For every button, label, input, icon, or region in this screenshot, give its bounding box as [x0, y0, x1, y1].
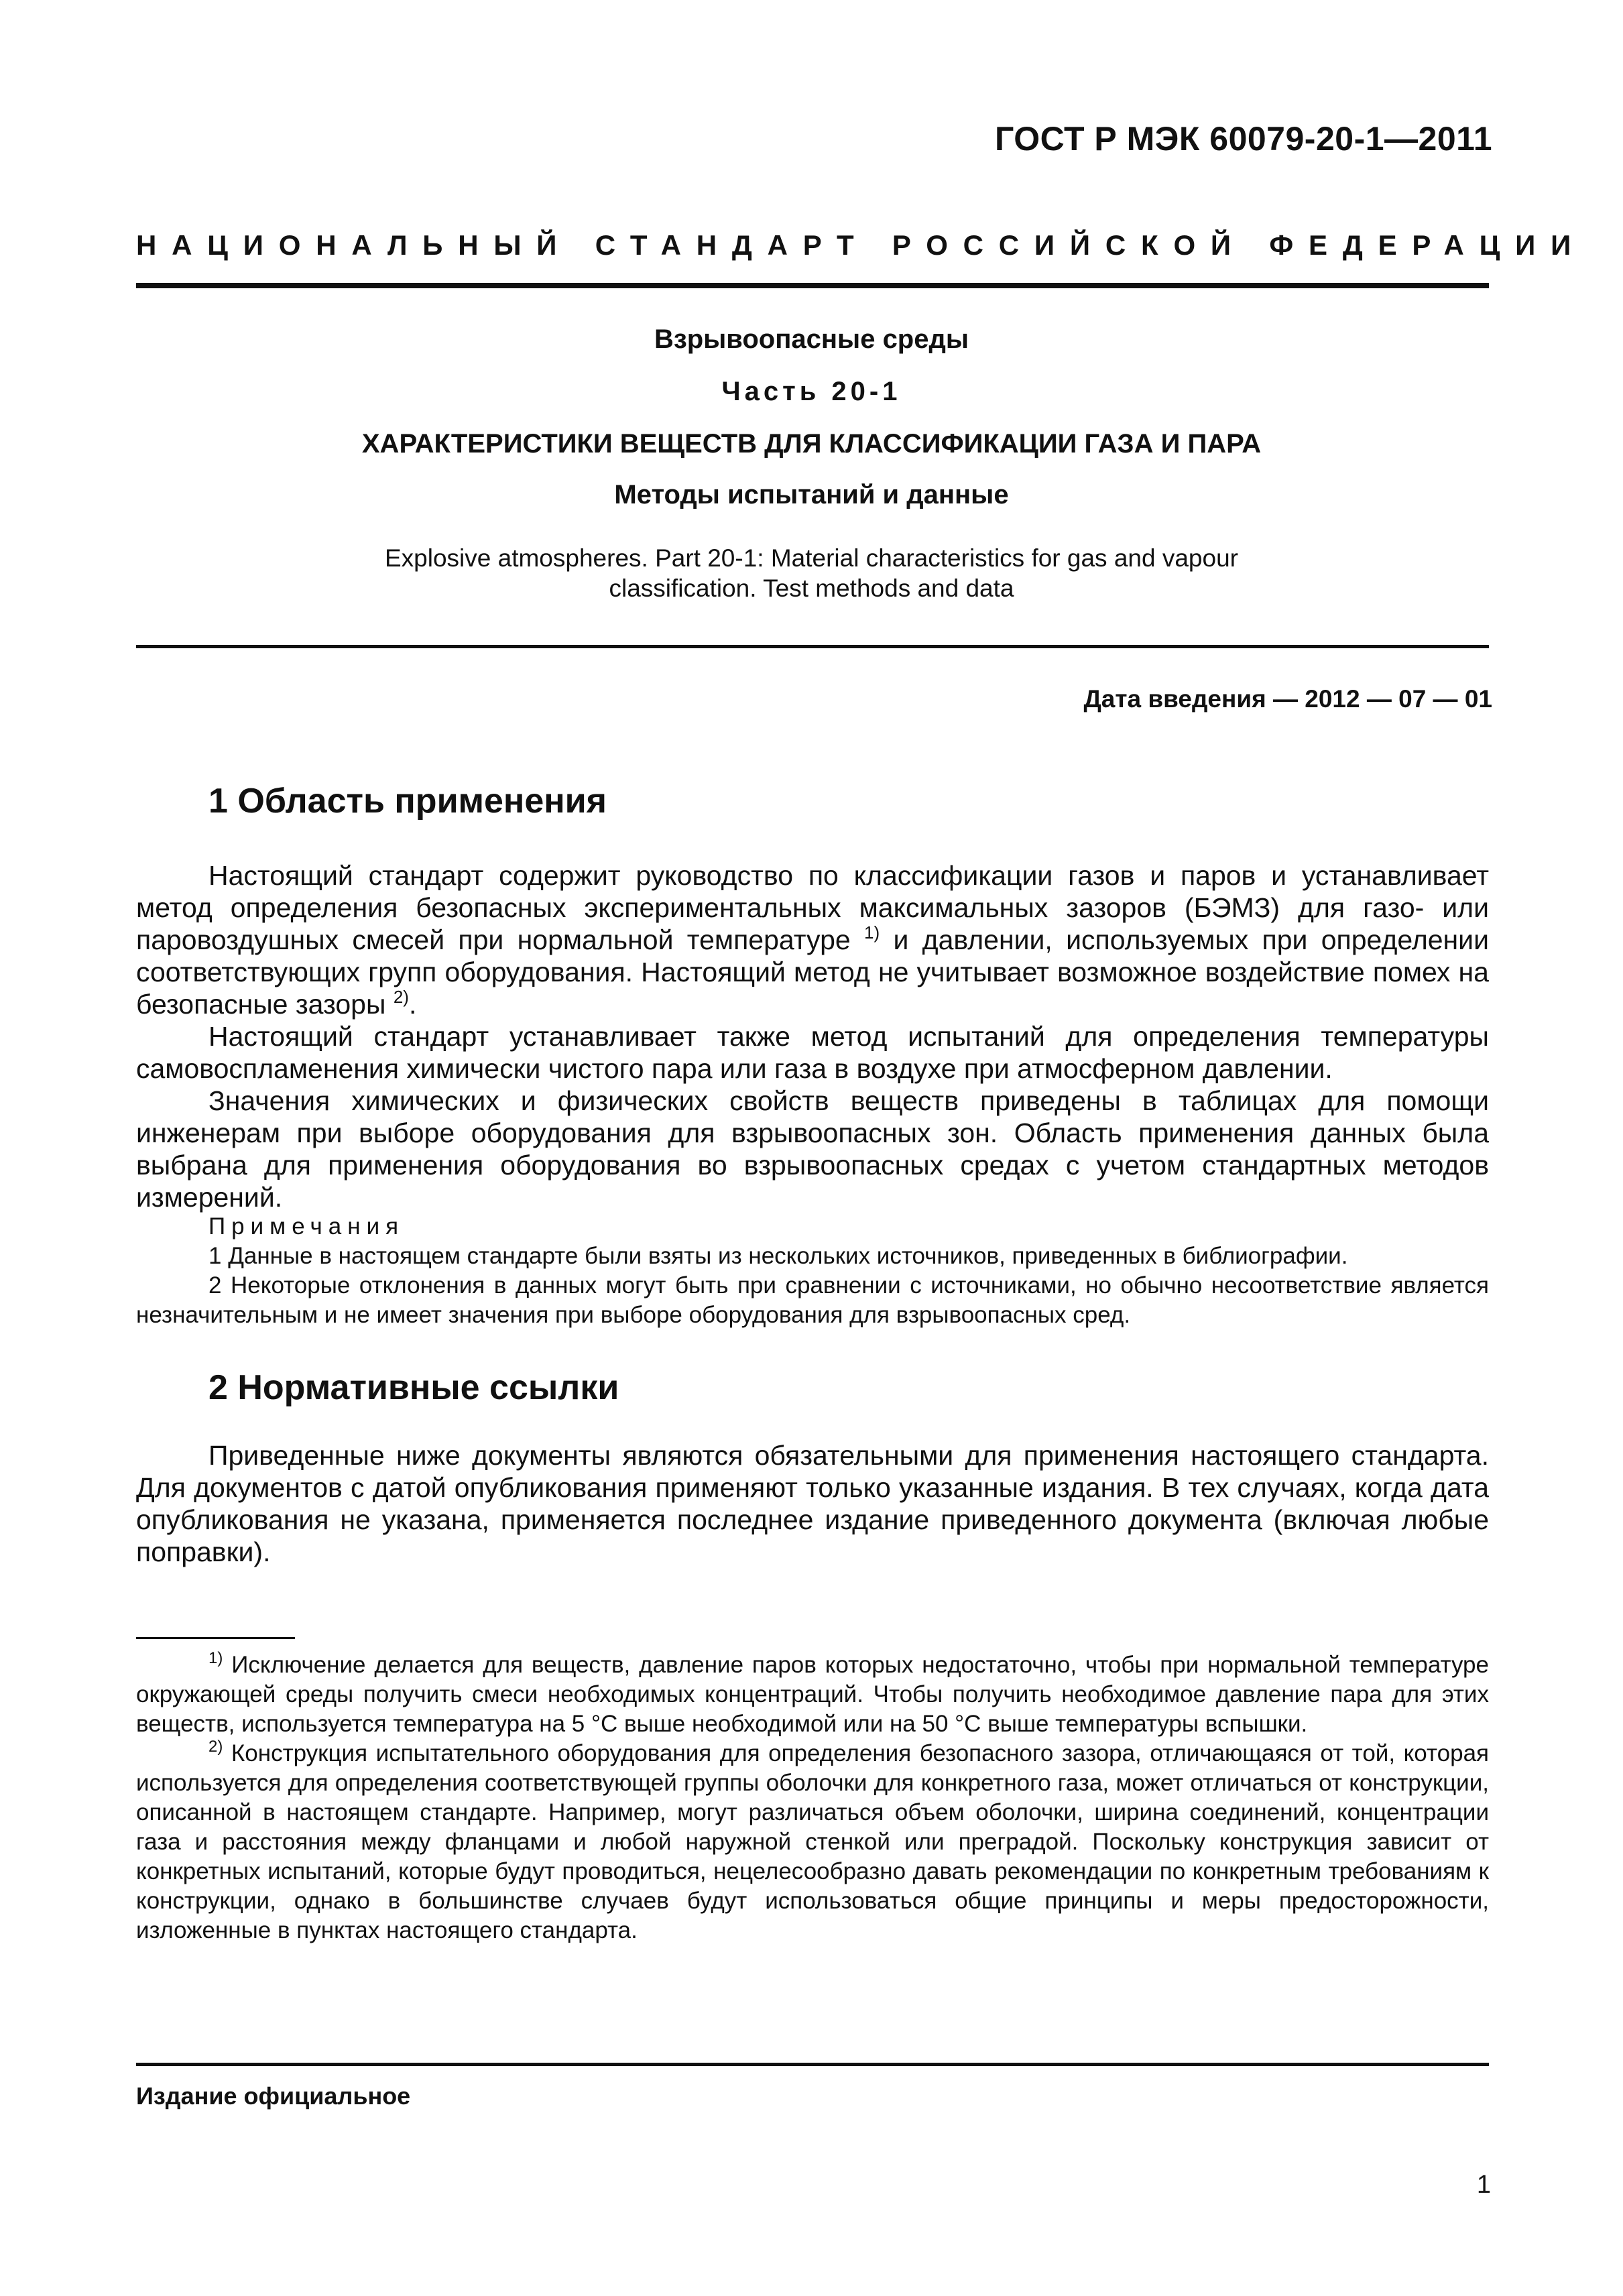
footnote-2-mark: 2): [208, 1738, 223, 1756]
paragraph: Значения химических и физических свойств веществ приведены в таблицах для помощи инженерам при выборе оборудования для взрывоопасных зон. Область применения данных была выбрана для применения оборудования во взрывоопасных средах с учетом стандартных методов измерений.: [136, 1085, 1489, 1213]
notes-title: Примечания: [208, 1213, 405, 1240]
official-edition-label: Издание официальное: [136, 2082, 411, 2110]
page-number: 1: [1476, 2171, 1491, 2199]
title-subtitle: Методы испытаний и данные: [614, 480, 1009, 509]
paragraph: [136, 859, 1489, 1020]
footnote-1-text: Исключение делается для веществ, давление паров которых недостаточно, чтобы при нормальной температуре окружающей среды получить смеси необходимых концентраций. Чтобы получить необходимое давление пара для этих веществ, используется температура на 5 °С выше необходимой или на 50 °С выше температуры вспышки.: [136, 1652, 1489, 1737]
note-1: 1 Данные в настоящем стандарте были взяты из нескольких источников, приведенных в библиографии.: [208, 1243, 1348, 1269]
document-code: ГОСТ Р МЭК 60079-20-1—2011: [995, 120, 1492, 158]
footnote-2: [136, 1739, 1489, 1945]
text-run: Настоящий стандарт содержит руководство по классификации газов и паров и устанавливает метод определения безопасных экспериментальных максимальных зазоров (БЭМЗ) для газо- или паровоздушных смесей при нормальной температуре: [136, 860, 1489, 955]
footnotes-block: [136, 1650, 1489, 1945]
footnote-ref-1[interactable]: 1): [864, 922, 880, 943]
title-divider: [136, 645, 1489, 648]
english-title-line-1: Explosive atmospheres. Part 20-1: Material characteristics for gas and vapour: [385, 544, 1238, 572]
notes-block: [136, 1212, 1489, 1330]
english-title-line-2: classification. Test methods and data: [609, 575, 1014, 602]
text-run: и давлении, используемых при определении соответствующих групп оборудования. Настоящий метод не учитывает возможное воздействие помех на безопасные зазоры: [136, 924, 1489, 1020]
note-2: 2 Некоторые отклонения в данных могут быть при сравнении с источниками, но обычно несоответствие является незначительным и не имеет значения при выборе оборудования для взрывоопасных сред.: [136, 1272, 1489, 1328]
footer-divider: [136, 2063, 1489, 2066]
english-title: [0, 543, 1623, 603]
footnote-1-mark: 1): [208, 1649, 223, 1667]
paragraph: Настоящий стандарт устанавливает также метод испытаний для определения температуры самовоспламенения химически чистого пара или газа в воздухе при атмосферном давлении.: [136, 1021, 1489, 1084]
footnote-ref-2[interactable]: 2): [393, 987, 409, 1007]
title-part: Часть 20-1: [721, 377, 902, 406]
title-line-1: Взрывоопасные среды: [654, 324, 969, 354]
section-1-body: [136, 859, 1489, 1213]
paragraph: Приведенные ниже документы являются обязательными для применения настоящего стандарта. Для документов с датой опубликования применяют только указанные издания. В тех случаях, когда дата опубликования не указана, применяется последнее издание приведенного документа (включая любые поправки).: [136, 1440, 1489, 1567]
footnote-2-text: Конструкция испытательного оборудования для определения безопасного зазора, отличающаяся от той, которая используется для определения соответствующей группы оболочки для конкретного газа, может отличаться от конструкции, описанной в настоящем стандарте. Например, могут различаться объем оболочки, ширина соединений, концентрации газа и расстояния между фланцами и любой наружной стенкой или преградой. Поскольку конструкция зависит от конкретных испытаний, которые будут проводиться, нецелесообразно давать рекомендации по конкретным требованиям к конструкции, однако в большинстве случаев будут использоваться общие принципы и меры предосторожности, изложенные в пунктах настоящего стандарта.: [136, 1740, 1489, 1943]
national-standard-banner: НАЦИОНАЛЬНЫЙ СТАНДАРТ РОССИЙСКОЙ ФЕДЕРАЦИИ: [136, 229, 1587, 261]
section-2-heading: 2 Нормативные ссылки: [208, 1368, 619, 1407]
footnote-separator: [136, 1637, 295, 1639]
footnote-1: [136, 1650, 1489, 1739]
title-main: ХАРАКТЕРИСТИКИ ВЕЩЕСТВ ДЛЯ КЛАССИФИКАЦИИ ГАЗА И ПАРА: [361, 429, 1262, 459]
introduction-date: Дата введения — 2012 — 07 — 01: [1083, 685, 1492, 713]
text-run: .: [408, 989, 417, 1020]
header-divider: [136, 283, 1489, 288]
section-1-heading: 1 Область применения: [208, 782, 607, 821]
section-2-body: [136, 1439, 1489, 1568]
